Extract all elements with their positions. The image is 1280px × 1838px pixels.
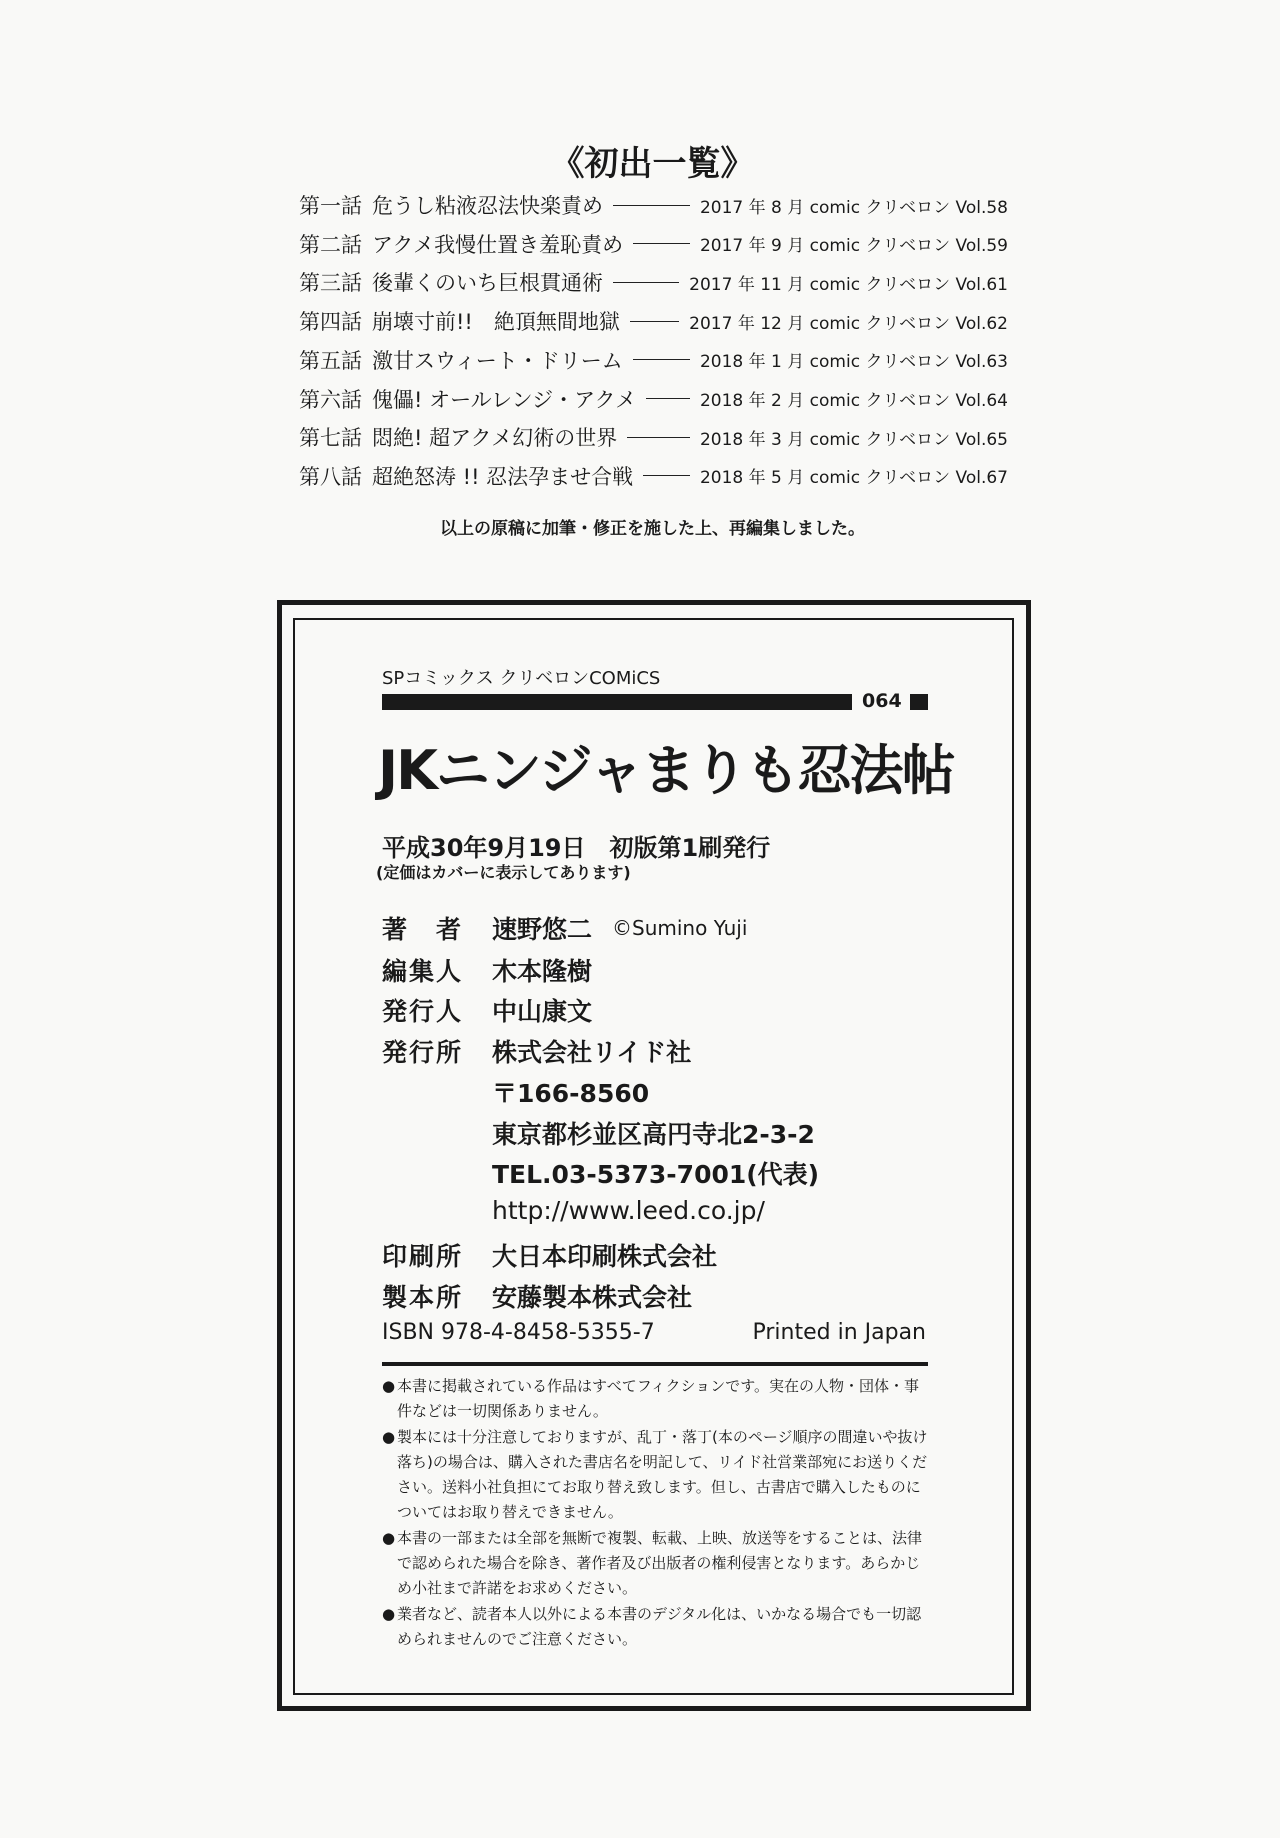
episode-number: 第六話 — [299, 387, 362, 412]
first-appearance-heading: 《初出一覧》 — [550, 144, 755, 184]
bullet-icon: ● — [382, 1528, 396, 1547]
episode-number: 第四話 — [299, 310, 362, 335]
episode-row — [299, 306, 1008, 336]
episode-source: 2018 年 5 月 comic クリベロン Vol.67 — [699, 468, 1008, 489]
leader-line — [646, 398, 690, 399]
leader-line — [613, 205, 690, 206]
isbn: ISBN 978-4-8458-5355-7 — [382, 1320, 655, 1345]
episode-title: 悶絶! 超アクメ幻術の世界 — [372, 426, 618, 451]
episode-number: 第八話 — [299, 464, 362, 489]
note-text: 本書に掲載されている作品はすべてフィクションです。実在の人物・団体・事件などは一切関係ありません。 — [397, 1377, 920, 1421]
author-row — [382, 910, 747, 946]
address: 東京都杉並区高円寺北2-3-2 — [492, 1120, 815, 1149]
printed-in-japan: Printed in Japan — [752, 1320, 926, 1345]
episode-number: 第五話 — [299, 348, 362, 373]
note-text: 業者など、読者本人以外による本書のデジタル化は、いかなる場合でも一切認められませんのでご注意ください。 — [397, 1604, 922, 1648]
author-name: 速野悠二 — [492, 915, 593, 944]
episode-row — [299, 267, 1008, 297]
leader-line — [633, 359, 690, 360]
revision-remark: 以上の原稿に加筆・修正を施した上、再編集しました。 — [440, 519, 865, 539]
episode-source: 2018 年 2 月 comic クリベロン Vol.64 — [699, 391, 1008, 411]
price-note: (定価はカバーに表示してあります) — [376, 863, 631, 882]
binder-row — [382, 1278, 692, 1314]
editor-row — [382, 952, 592, 988]
printer-row — [382, 1237, 717, 1273]
office-label: 発行所 — [382, 1038, 464, 1067]
legal-note — [382, 1374, 930, 1425]
episode-row — [299, 190, 1008, 220]
episode-number: 第七話 — [299, 426, 362, 451]
legal-note — [382, 1602, 930, 1653]
legal-notes — [382, 1374, 930, 1652]
legal-note — [382, 1425, 930, 1526]
leader-line — [643, 475, 690, 476]
url-row — [382, 1196, 765, 1225]
bullet-icon: ● — [382, 1427, 396, 1446]
publish-date: 平成30年9月19日 初版第1刷発行 — [382, 834, 771, 862]
episode-source: 2017 年 12 月 comic クリベロン Vol.62 — [689, 313, 1008, 334]
episode-number: 第一話 — [299, 194, 362, 218]
episode-source: 2018 年 3 月 comic クリベロン Vol.65 — [699, 429, 1008, 450]
episode-title: アクメ我慢仕置き羞恥責め — [372, 232, 624, 257]
episode-source: 2017 年 8 月 comic クリベロン Vol.58 — [699, 197, 1008, 218]
office-name: 株式会社リイド社 — [492, 1038, 692, 1067]
office-row — [382, 1033, 691, 1069]
printer-label: 印刷所 — [382, 1242, 464, 1271]
episode-title: 激甘スウィート・ドリーム — [372, 348, 623, 373]
printer-name: 大日本印刷株式会社 — [492, 1242, 718, 1271]
postal-row — [382, 1074, 649, 1110]
note-text: 本書の一部または全部を無断で複製、転載、上映、放送等をすることは、法律で認められた場合を除き、著作者及び出版者の権利侵害となります。あらかじめ小社まで許諾をお求めください。 — [397, 1528, 923, 1598]
book-title: JKニンジャまりも忍法帖 — [378, 739, 954, 802]
notes-divider — [382, 1362, 928, 1366]
episode-source: 2018 年 1 月 comic クリベロン Vol.63 — [699, 352, 1008, 373]
editor-label: 編集人 — [382, 957, 464, 986]
editor-name: 木本隆樹 — [492, 957, 593, 986]
episode-source: 2017 年 11 月 comic クリベロン Vol.61 — [689, 274, 1008, 295]
episode-row — [299, 229, 1008, 259]
publisher-label: 発行人 — [382, 997, 464, 1026]
binder-name: 安藤製本株式会社 — [492, 1283, 693, 1312]
legal-note — [382, 1526, 930, 1602]
series-bar — [382, 694, 852, 710]
publisher-row — [382, 992, 592, 1028]
bullet-icon: ● — [382, 1604, 396, 1623]
binder-label: 製本所 — [382, 1283, 464, 1312]
series-name: SPコミックス クリベロンCOMiCS — [382, 668, 661, 689]
author-label: 著 者 — [382, 915, 464, 944]
copyright: ©Sumino Yuji — [612, 916, 748, 940]
address-row — [382, 1115, 815, 1151]
episode-title: 危うし粘液忍法快楽責め — [372, 194, 603, 218]
note-text: 製本には十分注意しておりますが、乱丁・落丁(本のページ順序の間違いや抜け落ち)の場合は、購入された書店名を明記して、リイド社営業部宛にお送りください。送料小社負担にてお取り替え致します。但し、古書店で購入したものについてはお取り替えできません。 — [397, 1427, 928, 1522]
series-number: 064 — [862, 690, 902, 712]
leader-line — [633, 243, 690, 244]
leader-line — [630, 321, 679, 322]
publisher-name: 中山康文 — [492, 997, 593, 1026]
episode-row — [299, 422, 1008, 452]
leader-line — [627, 437, 690, 438]
tel-row — [382, 1155, 819, 1191]
episode-row — [299, 384, 1008, 414]
telephone: TEL.03-5373-7001(代表) — [492, 1160, 820, 1189]
episode-title: 後輩くのいち巨根貫通術 — [372, 271, 603, 296]
leader-line — [613, 282, 679, 283]
episode-title: 傀儡! オールレンジ・アクメ — [372, 387, 637, 412]
episode-title: 超絶怒涛 !! 忍法孕ませ合戦 — [372, 464, 634, 489]
episode-row — [299, 345, 1008, 375]
series-square-mark — [910, 694, 928, 710]
episode-number: 第三話 — [299, 271, 362, 296]
episode-source: 2017 年 9 月 comic クリベロン Vol.59 — [699, 236, 1008, 257]
postal-code: 〒166-8560 — [492, 1079, 650, 1108]
website-url: http://www.leed.co.jp/ — [492, 1196, 765, 1225]
episode-number: 第二話 — [299, 232, 362, 257]
isbn-row — [382, 1320, 926, 1345]
episode-title: 崩壊寸前!! 絶頂無間地獄 — [372, 310, 620, 335]
bullet-icon: ● — [382, 1377, 396, 1395]
episode-row — [299, 461, 1008, 491]
